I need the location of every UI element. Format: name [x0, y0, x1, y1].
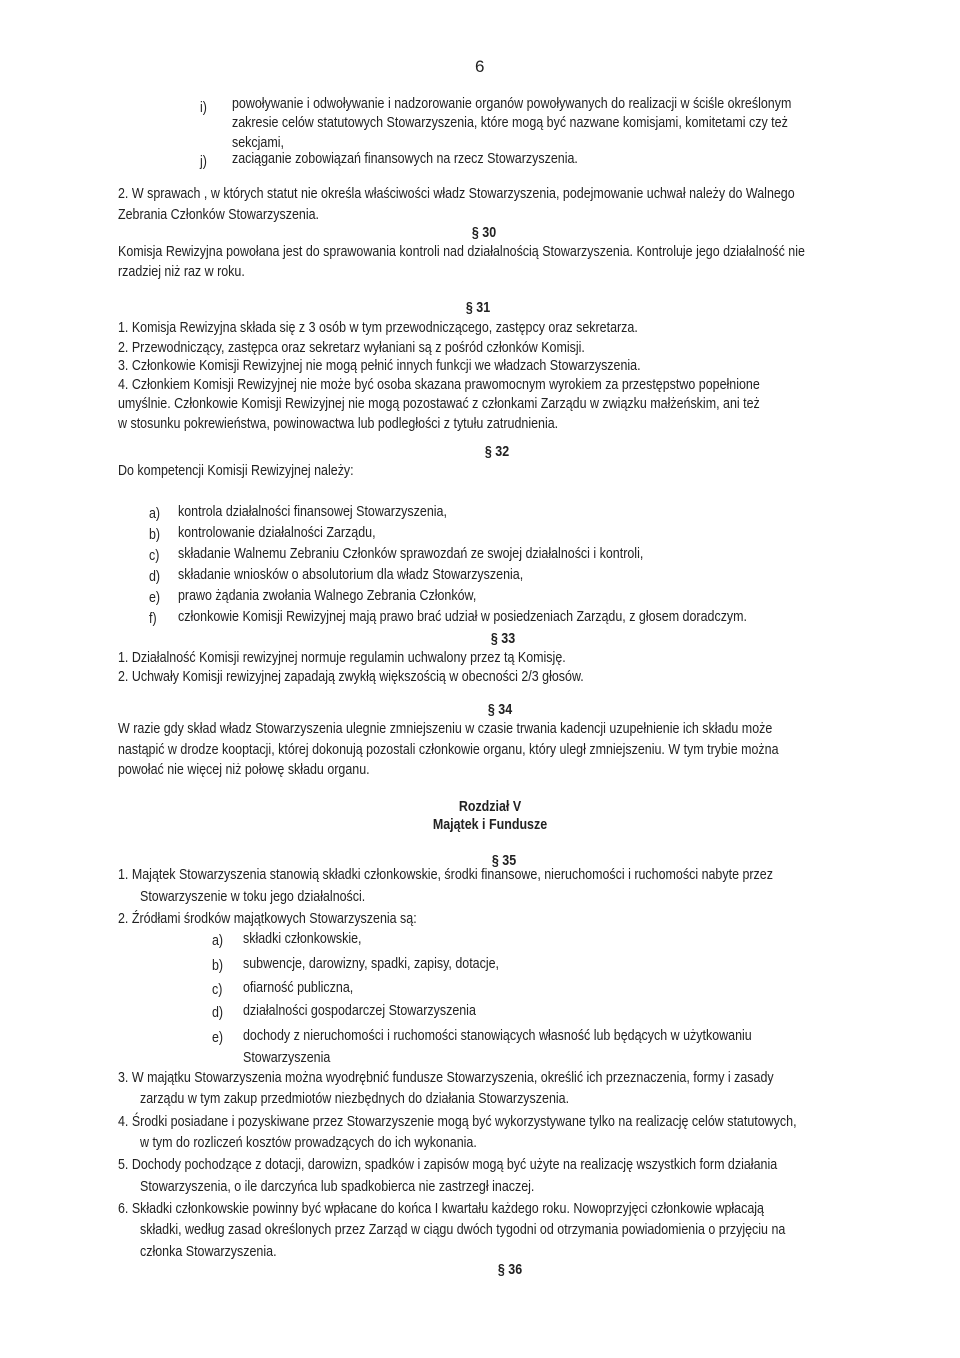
list-marker: c)	[212, 982, 223, 998]
list-item-text: powoływanie i odwoływanie i nadzorowanie organów powoływanych do realizacji w ściśle określonym	[232, 96, 792, 112]
chapter-heading: Rozdział V	[458, 799, 522, 815]
paragraph: w tym do rozliczeń kosztów prowadzących do ich wykonania.	[140, 1135, 477, 1151]
page-number: 6	[475, 57, 485, 76]
list-marker: a)	[212, 933, 224, 949]
paragraph: 2. W sprawach , w których statut nie określa właściwości władz Stowarzyszenia, podejmowanie uchwał należy do Walnego	[118, 186, 795, 202]
paragraph: Komisja Rewizyjna powołana jest do sprawowania kontroli nad działalnością Stowarzyszenia. Kontroluje jego działalność nie	[118, 244, 805, 260]
paragraph: Stowarzyszenie w toku jego działalności.	[140, 889, 366, 905]
list-item-text: składanie Walnemu Zebraniu Członków sprawozdań ze swojej działalności i kontroli,	[178, 546, 644, 562]
list-item-text: członkowie Komisji Rewizyjnej mają prawo brać udział w posiedzeniach Zarządu, z głosem doradczym.	[178, 609, 748, 625]
list-item-text: zaciąganie zobowiązań finansowych na rzecz Stowarzyszenia.	[232, 151, 578, 167]
paragraph: 4. Środki posiadane i pozyskiwane przez Stowarzyszenie mogą być wykorzystywane tylko na realizację celów statutowych,	[118, 1114, 797, 1130]
list-marker: j)	[200, 154, 207, 170]
list-item-text: ofiarność publiczna,	[243, 980, 354, 996]
list-marker: b)	[149, 527, 161, 543]
list-marker: d)	[149, 569, 161, 585]
list-marker: e)	[149, 590, 161, 606]
list-marker: d)	[212, 1005, 224, 1021]
list-item-text: składki członkowskie,	[243, 931, 362, 947]
list-marker: a)	[149, 506, 161, 522]
paragraph: 1. Komisja Rewizyjna składa się z 3 osób w tym przewodniczącego, zastępcy oraz sekretarza.	[118, 320, 638, 336]
paragraph: w stosunku pokrewieństwa, powinowactwa lub podległości z tytułu zatrudnienia.	[118, 416, 559, 432]
paragraph: zarządu w tym zakup przedmiotów niezbędnych do działania Stowarzyszenia.	[140, 1091, 570, 1107]
paragraph: 4. Członkiem Komisji Rewizyjnej nie może być osoba skazana prawomocnym wyrokiem za przestępstwo popełnione	[118, 377, 760, 393]
list-item-text: dochody z nieruchomości i ruchomości stanowiących własność lub będących w użytkowaniu	[243, 1028, 752, 1044]
list-marker: e)	[212, 1030, 224, 1046]
list-item-text: subwencje, darowizny, spadki, zapisy, dotacje,	[243, 956, 499, 972]
paragraph: 1. Majątek Stowarzyszenia stanowią składki członkowskie, środki finansowe, nieruchomości i ruchomości nabyte przez	[118, 867, 773, 883]
section-heading: § 30	[471, 225, 497, 241]
list-item-text: kontrola działalności finansowej Stowarzyszenia,	[178, 504, 447, 520]
list-marker: f)	[149, 611, 157, 627]
paragraph: Do kompetencji Komisji Rewizyjnej należy:	[118, 463, 354, 479]
paragraph: 5. Dochody pochodzące z dotacji, darowizn, spadków i zapisów mogą być użyte na realizację wszystkich form działania	[118, 1157, 778, 1173]
list-marker: i)	[200, 100, 207, 116]
list-marker: c)	[149, 548, 160, 564]
paragraph: 2. Źródłami środków majątkowych Stowarzyszenia są:	[118, 911, 417, 927]
list-item-text: składanie wniosków o absolutorium dla władz Stowarzyszenia,	[178, 567, 524, 583]
paragraph: powołać nie więcej niż połowę składu organu.	[118, 762, 370, 778]
paragraph: W razie gdy skład władz Stowarzyszenia ulegnie zmniejszeniu w czasie trwania kadencji uzupełnienie ich składu może	[118, 721, 773, 737]
paragraph: członka Stowarzyszenia.	[140, 1244, 277, 1260]
section-heading: § 36	[497, 1262, 523, 1278]
section-heading: § 34	[487, 702, 513, 718]
paragraph: 2. Przewodniczący, zastępca oraz sekretarz wyłaniani są z pośród członków Komisji.	[118, 340, 585, 356]
paragraph: 6. Składki członkowskie powinny być wpłacane do końca I kwartału każdego roku. Nowoprzyjęci członkowie wpłacają	[118, 1201, 764, 1217]
section-heading: § 32	[484, 444, 510, 460]
paragraph: 1. Działalność Komisji rewizyjnej normuje regulamin uchwalony przez tą Komisję.	[118, 650, 566, 666]
paragraph: nastąpić w drodze kooptacji, której dokonują pozostali członkowie organu, który uległ zmniejszeniu. W tym trybie można	[118, 742, 779, 758]
list-item-text: Stowarzyszenia	[243, 1050, 331, 1066]
paragraph: 3. Członkowie Komisji Rewizyjnej nie mogą pełnić innych funkcji we władzach Stowarzyszenia.	[118, 358, 641, 374]
chapter-title: Majątek i Fundusze	[432, 817, 548, 833]
paragraph: rzadziej niż raz w roku.	[118, 264, 245, 280]
list-item-text: sekcjami,	[232, 135, 284, 151]
paragraph: składki, według zasad określonych przez Zarząd w ciągu dwóch tygodni od otrzymania powiadomienia o przyjęciu na	[140, 1222, 786, 1238]
list-item-text: kontrolowanie działalności Zarządu,	[178, 525, 376, 541]
list-item-text: prawo żądania zwołania Walnego Zebrania Członków,	[178, 588, 477, 604]
paragraph: 2. Uchwały Komisji rewizyjnej zapadają zwykłą większością w obecności 2/3 głosów.	[118, 669, 584, 685]
paragraph: 3. W majątku Stowarzyszenia można wyodrębnić fundusze Stowarzyszenia, określić ich przeznaczenia, formy i zasady	[118, 1070, 774, 1086]
section-heading: § 31	[465, 300, 491, 316]
list-item-text: zakresie celów statutowych Stowarzyszenia, które mogą być nazwane komisjami, komitetami czy też	[232, 115, 788, 131]
section-heading: § 35	[491, 853, 517, 869]
paragraph: umyślnie. Członkowie Komisji Rewizyjnej nie mogą pozostawać z członkami Zarządu w związku małżeńskim, ani też	[118, 396, 760, 412]
paragraph: Zebrania Członków Stowarzyszenia.	[118, 207, 319, 223]
paragraph: Stowarzyszenia, o ile darczyńca lub spadkobierca nie zastrzegł inaczej.	[140, 1179, 535, 1195]
section-heading: § 33	[490, 631, 516, 647]
list-marker: b)	[212, 958, 224, 974]
list-item-text: działalności gospodarczej Stowarzyszenia	[243, 1003, 476, 1019]
